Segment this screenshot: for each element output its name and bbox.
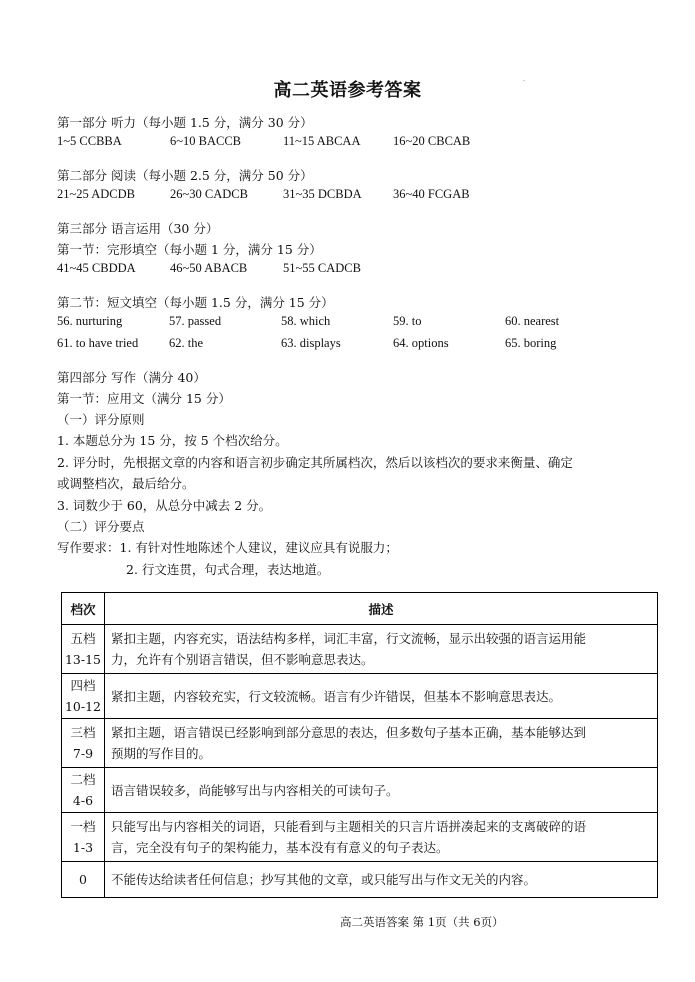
answer-group: 26~30 CADCB bbox=[170, 187, 248, 201]
part3-section2-heading: 第二节：短文填空（每小题 1.5 分，满分 15 分） bbox=[57, 295, 334, 310]
rule-2-cont: 或调整档次，最后给分。 bbox=[57, 476, 195, 491]
answer-group: 31~35 DCBDA bbox=[283, 187, 362, 201]
level-range: 7-9 bbox=[72, 746, 94, 761]
level-description: 只能写出与内容相关的词语，只能看到与主题相关的只言片语拼凑起来的支离破碎的语 bbox=[111, 819, 587, 834]
answer-item: 60. nearest bbox=[505, 314, 560, 328]
stray-mark: · bbox=[523, 78, 525, 85]
answer-item: 59. to bbox=[393, 314, 422, 328]
level-description: 紧扣主题，语言错误已经影响到部分意思的表达，但多数句子基本正确，基本能够达到 bbox=[111, 725, 587, 740]
answer-item: 58. which bbox=[281, 314, 331, 328]
level-name: 四档 bbox=[70, 678, 96, 693]
table-row bbox=[62, 674, 658, 719]
part4-section1-heading: 第一节：应用文（满分 15 分） bbox=[57, 391, 231, 406]
answer-item: 61. to have tried bbox=[57, 336, 139, 350]
level-name: 三档 bbox=[70, 725, 96, 740]
answer-item: 65. boring bbox=[505, 336, 557, 350]
table-row bbox=[62, 862, 658, 898]
answer-group: 16~20 CBCAB bbox=[393, 134, 471, 148]
table-row bbox=[62, 625, 658, 674]
answer-group: 6~10 BACCB bbox=[170, 134, 242, 148]
level-description-cont: 预期的写作目的。 bbox=[111, 746, 212, 761]
answer-group: 51~55 CADCB bbox=[283, 261, 361, 275]
principles-heading: （一）评分原则 bbox=[57, 412, 145, 427]
answer-item: 63. displays bbox=[281, 336, 341, 350]
answer-group: 46~50 ABACB bbox=[170, 261, 248, 275]
rule-2: 2. 评分时，先根据文章的内容和语言初步确定其所属档次，然后以该档次的要求来衡量、确定 bbox=[57, 455, 573, 470]
answer-item: 57. passed bbox=[169, 314, 222, 328]
part3-section1-heading: 第一节：完形填空（每小题 1 分，满分 15 分） bbox=[57, 242, 322, 257]
level-name: 一档 bbox=[70, 819, 96, 834]
level-range: 10-12 bbox=[64, 699, 102, 714]
points-heading: （二）评分要点 bbox=[57, 519, 145, 534]
part3-heading: 第三部分 语言运用（30 分） bbox=[57, 221, 219, 236]
part4-heading: 第四部分 写作（满分 40） bbox=[57, 370, 206, 385]
answer-group: 36~40 FCGAB bbox=[393, 187, 470, 201]
part2-heading: 第二部分 阅读（每小题 2.5 分，满分 50 分） bbox=[57, 168, 313, 183]
grading-table bbox=[61, 592, 658, 898]
answer-group: 1~5 CCBBA bbox=[57, 134, 122, 148]
column-header-level: 档次 bbox=[62, 593, 105, 625]
page-footer: 高二英语答案 第 1页（共 6页） bbox=[340, 915, 504, 929]
level-range: 13-15 bbox=[64, 652, 102, 667]
answer-group: 11~15 ABCAA bbox=[283, 134, 361, 148]
table-row bbox=[62, 768, 658, 813]
level-range: 1-3 bbox=[72, 840, 94, 855]
answer-item: 62. the bbox=[169, 336, 204, 350]
level-range: 4-6 bbox=[72, 793, 94, 808]
requirement-1: 写作要求：1. 有针对性地陈述个人建议，建议应具有说服力； bbox=[57, 540, 398, 555]
level-name: 二档 bbox=[70, 772, 96, 787]
table-row bbox=[62, 719, 658, 768]
rule-1: 1. 本题总分为 15 分，按 5 个档次给分。 bbox=[57, 433, 288, 448]
table-row bbox=[62, 813, 658, 862]
level-description: 紧扣主题，内容充实，语法结构多样，词汇丰富，行文流畅，显示出较强的语言运用能 bbox=[111, 631, 587, 646]
page-title: 高二英语参考答案 bbox=[273, 80, 422, 101]
answer-group: 41~45 CBDDA bbox=[57, 261, 136, 275]
answer-item: 56. nurturing bbox=[57, 314, 123, 328]
requirement-2: 2. 行文连贯，句式合理，表达地道。 bbox=[126, 562, 330, 577]
rule-3: 3. 词数少于 60，从总分中减去 2 分。 bbox=[57, 498, 272, 513]
level-description-cont: 力，允许有个别语言错误，但不影响意思表达。 bbox=[111, 652, 374, 667]
level-name: 五档 bbox=[70, 631, 96, 646]
level-description-cont: 言，完全没有句子的架构能力，基本没有有意义的句子表达。 bbox=[111, 840, 449, 855]
column-header-description: 描述 bbox=[105, 593, 658, 625]
part1-heading: 第一部分 听力（每小题 1.5 分，满分 30 分） bbox=[57, 115, 313, 130]
answer-group: 21~25 ADCDB bbox=[57, 187, 135, 201]
answer-item: 64. options bbox=[393, 336, 449, 350]
level-description: 语言错误较多，尚能够写出与内容相关的可读句子。 bbox=[111, 782, 399, 798]
level-range: 0 bbox=[79, 872, 87, 887]
level-description: 紧扣主题，内容较充实，行文较流畅。语言有少许错误，但基本不影响意思表达。 bbox=[111, 688, 562, 704]
level-description: 不能传达给读者任何信息；抄写其他的文章，或只能写出与作文无关的内容。 bbox=[111, 872, 537, 887]
